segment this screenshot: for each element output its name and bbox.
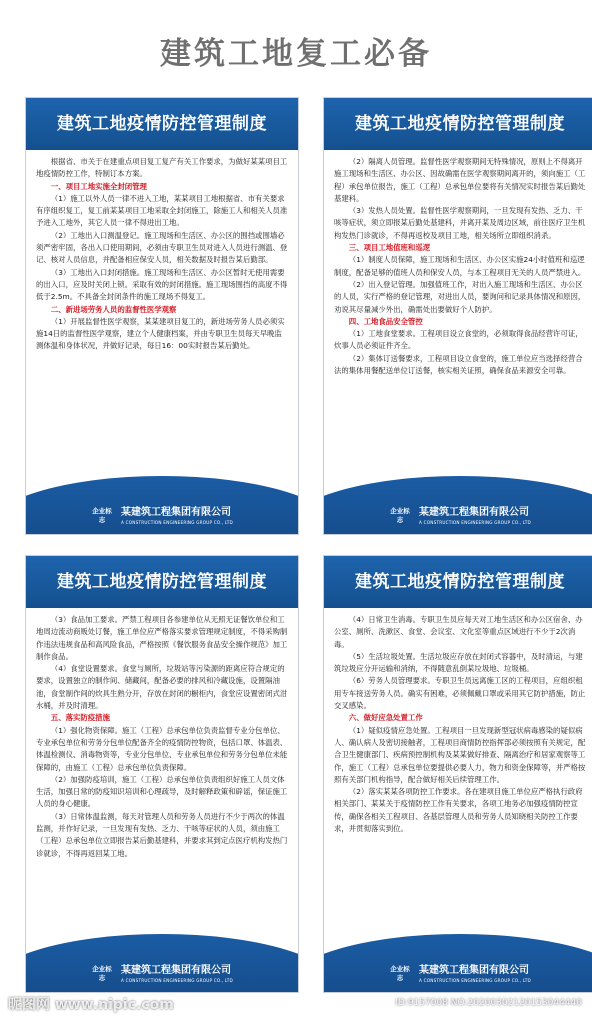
company-footer bbox=[26, 506, 298, 526]
paragraph: （6）劳务人员管理要求。专职卫生员远离施工区的工程项目，应组织租用专车接送劳务人员。确实有困难，必须佩戴口罩或采用其它防护措施，防止交叉感染。 bbox=[334, 676, 586, 711]
company-footer bbox=[26, 964, 298, 984]
panel-body bbox=[36, 614, 288, 944]
paragraph: （2）隔离人员管理。监督性医学观察期间无特殊情况，原则上不得离开施工现场和生活区、办公区、因故确需在医学观察期间离开的，须向施工（工程）承包单位报告，施工（工程）总承包单位要将有关情况实时报告某后勤处基建科。 bbox=[334, 157, 586, 203]
section-heading: 三、项目工地值班和巡逻 bbox=[348, 243, 431, 253]
page-title: 建筑工地复工必备 bbox=[160, 36, 432, 72]
company-name: 某建筑工程集团有限公司 bbox=[121, 965, 232, 976]
site-watermark: 昵图网 www.nipic.com bbox=[8, 997, 174, 1013]
company-name: 某建筑工程集团有限公司 bbox=[121, 507, 232, 518]
section-heading: 四、工地食品安全管控 bbox=[348, 316, 423, 326]
paragraph: （1）疑似疫情应急处置。工程项目一旦发现新型冠状病毒感染的疑似病人、确认病人及密切接触者，工程项目商情防控指挥部必须按照有关规定，配合卫生健康部门、疾病预控制机构及某某做好排查、隔离治疗和居家观察等工作，施工（工程）总承包单位要提供必要人力，物力和资金保障等，并严格按照有关部门机构指导，配合做好相关后续管理工作。 bbox=[334, 725, 586, 784]
company-logo-icon: 企业标志 bbox=[390, 965, 410, 982]
paragraph: （1）开展监督性医学观察，某某建项目复工的，新进场劳务人员必须实施14日的监督性医学观察，建立个人健康档案，并由专职卫生员每天早晚监测体温和身体状况，并做好记录，每日16：00实时报告某后勤处。 bbox=[36, 316, 285, 351]
paragraph: （3）工地出入口封闭措施。施工现场和生活区、办公区暂时无使用需要的出入口，应及时关闭上锁。采取有效的封闭措施。施工现场围挡的高度不得低于2.5m。不具备全封闭条件的施工现场不得复工。 bbox=[36, 267, 288, 302]
paragraph: （3）食品加工要求。严禁工程项目各参建单位从无照无证餐饮单位和工地周边流动商贩处订餐，施工单位应严格落实要求管理规定制度，不得采购制作违法违规食品和高风险食品，严格按照《餐饮服务食品安全操作规范》加工制作食品。 bbox=[36, 615, 288, 661]
company-name-en: A CONSTRUCTION ENGINEERING GROUP CO., LTD bbox=[419, 978, 531, 983]
paragraph: （2）出入登记管理。加强值班工作，对出入施工现场和生活区、办公区的人员，实行严格的登记管理，对进出人员，要询问和记录具体情况和原因，劝说其尽量减少外出，确需处出要做好个人防护。 bbox=[334, 279, 586, 314]
paragraph: （2）落实某某各项防控工作要求。各在建项目施工单位应严格执行政府相关部门、某某关于疫情防控工作有关要求，各项工地务必加强疫情防控宣传，确保各相关工程项目、各基层管理人员和劳务人员知晓相关防控工作要求，并贯彻落实到位。 bbox=[334, 787, 583, 834]
company-name-en: A CONSTRUCTION ENGINEERING GROUP CO., LTD bbox=[419, 520, 531, 525]
paragraph: （1）制度人员保障，施工现场和生活区、办公区实施24小时值班和巡逻制度，配备足够的值班人员和保安人员，与本工程项目无关的人员严禁进入。 bbox=[334, 255, 586, 277]
panel-header: 建筑工地疫情防控管理制度 bbox=[26, 98, 298, 150]
regulation-panel-4 bbox=[323, 555, 592, 993]
panel-body bbox=[334, 614, 586, 944]
company-name-en: A CONSTRUCTION ENGINEERING GROUP CO., LTD bbox=[121, 978, 233, 983]
paragraph: （2）集体订送餐要求，工程项目设立食堂的，施工单位应当选择经营合法的集体用餐配送单位订送餐，核实相关证照，确保食品来源安全可靠。 bbox=[334, 353, 583, 376]
paragraph: （4）日常卫生消毒。专职卫生员应每天对工地生活区和办公区宿舍、办公室、厕所、洗漱区、食堂、会议室、文化室等重点区域进行不少于2次消毒。 bbox=[334, 615, 583, 649]
panel-body bbox=[334, 156, 586, 486]
section-heading: 一、项目工地实施全封闭管理 bbox=[50, 181, 147, 191]
paragraph: （4）食堂设置要求。食堂与厕所，垃圾站等污染源的距离应符合规定的要求，设置独立的制作间、储藏间，配备必要的排风和冷藏设施，设置隔油池，食堂制作间的炊具生熟分开，存放在封闭的橱柜内，食堂应设置密闭式泔水桶，并及时清理。 bbox=[36, 664, 288, 711]
company-name: 某建筑工程集团有限公司 bbox=[419, 507, 530, 518]
paragraph: （3）发热人员处置。监督性医学观察期间，一旦发现有发热、乏力、干咳等症状，须立即报某后勤处基建科，并离开某及周边区域，前往医疗卫生机构发热门诊就诊，不得再返校及项目工地，相关场所立即组织消杀。 bbox=[334, 206, 586, 240]
section-heading: 二、新进场劳务人员的监督性医学观察 bbox=[50, 304, 177, 314]
section-heading: 六、做好应急处置工作 bbox=[348, 713, 423, 723]
company-logo-icon: 企业标志 bbox=[92, 507, 112, 524]
paragraph: （2）加强防疫培训，施工（工程）总承包单位负责组织好施工人员文体生活，加强日常的防疫知识培训和心理疏导，及时解释政策和辟谣，保证施工人员的身心健康。 bbox=[36, 774, 288, 809]
paragraph: （1）工地食堂要求。工程项目设立食堂的，必须取得食品经营许可证，炊事人员必须证件齐全。 bbox=[334, 329, 583, 351]
paragraph: （3）日常体温监测，每天对管理人员和劳务人员进行不少于两次的体温监测，并作好记录，一旦发现有发热、乏力、干咳等症状的人员，须由施工（工程）总承包单位立即报告某后勤基建科，并要求其到定点医疗机构发热门诊就诊，不得再返回某工地。 bbox=[36, 811, 288, 858]
paragraph: 根据省、市关于在建重点项目复工复产有关工作要求，为做好某某项目工地疫情防控工作，特制订本方案。 bbox=[36, 157, 288, 179]
panel-header: 建筑工地疫情防控管理制度 bbox=[324, 556, 592, 608]
company-logo-icon: 企业标志 bbox=[390, 507, 410, 524]
panel-header: 建筑工地疫情防控管理制度 bbox=[26, 556, 298, 608]
paragraph: （1）施工以外人员一律不进入工地，某某项目工地根据省、市有关要求有序组织复工，复工前某某项目工地采取全封闭施工，除施工人和相关人员准予进入工地外，其它人员一律不得进出工地。 bbox=[36, 193, 288, 228]
image-id-watermark: ID:9157008 NO:20200302120153044440 bbox=[395, 998, 582, 1008]
regulation-panel-1 bbox=[25, 97, 299, 535]
regulation-panel-2 bbox=[323, 97, 592, 535]
paragraph: （1）强化物资保障。施工（工程）总承包单位负责监督专业分包单位、专业承包单位和劳务分包单位配备齐全的疫情防控物资，包括口罩、体温表、体温检测仪、消毒物资等，专业分包单位、专业承包单位和劳务分包单位未能保障的，由施工（工程）总承包单位负责保障。 bbox=[36, 725, 288, 772]
regulation-panel-3 bbox=[25, 555, 299, 993]
panel-body bbox=[36, 156, 288, 486]
company-footer bbox=[324, 506, 592, 526]
company-name: 某建筑工程集团有限公司 bbox=[419, 965, 530, 976]
company-logo-icon: 企业标志 bbox=[92, 965, 112, 982]
paragraph: （2）工地出入口测温登记。施工现场和生活区、办公区的围挡或围墙必须严密牢固，各出入口使用期间，必须由专职卫生员对进入人员进行测温、登记、核对人员信息，并配备相应保安人员，相关数据及时报告某后勤部。 bbox=[36, 230, 288, 265]
company-name-en: A CONSTRUCTION ENGINEERING GROUP CO., LTD bbox=[121, 520, 233, 525]
panel-header: 建筑工地疫情防控管理制度 bbox=[324, 98, 592, 150]
paragraph: （5）生活垃圾处置。生活垃圾应存放在封闭式容器中，及时清运，与建筑垃圾应分开运输和消纳，不得随意乱倒某垃圾地、垃圾桶。 bbox=[334, 651, 583, 674]
section-heading: 五、落实防疫措施 bbox=[50, 713, 110, 723]
company-footer bbox=[324, 964, 592, 984]
